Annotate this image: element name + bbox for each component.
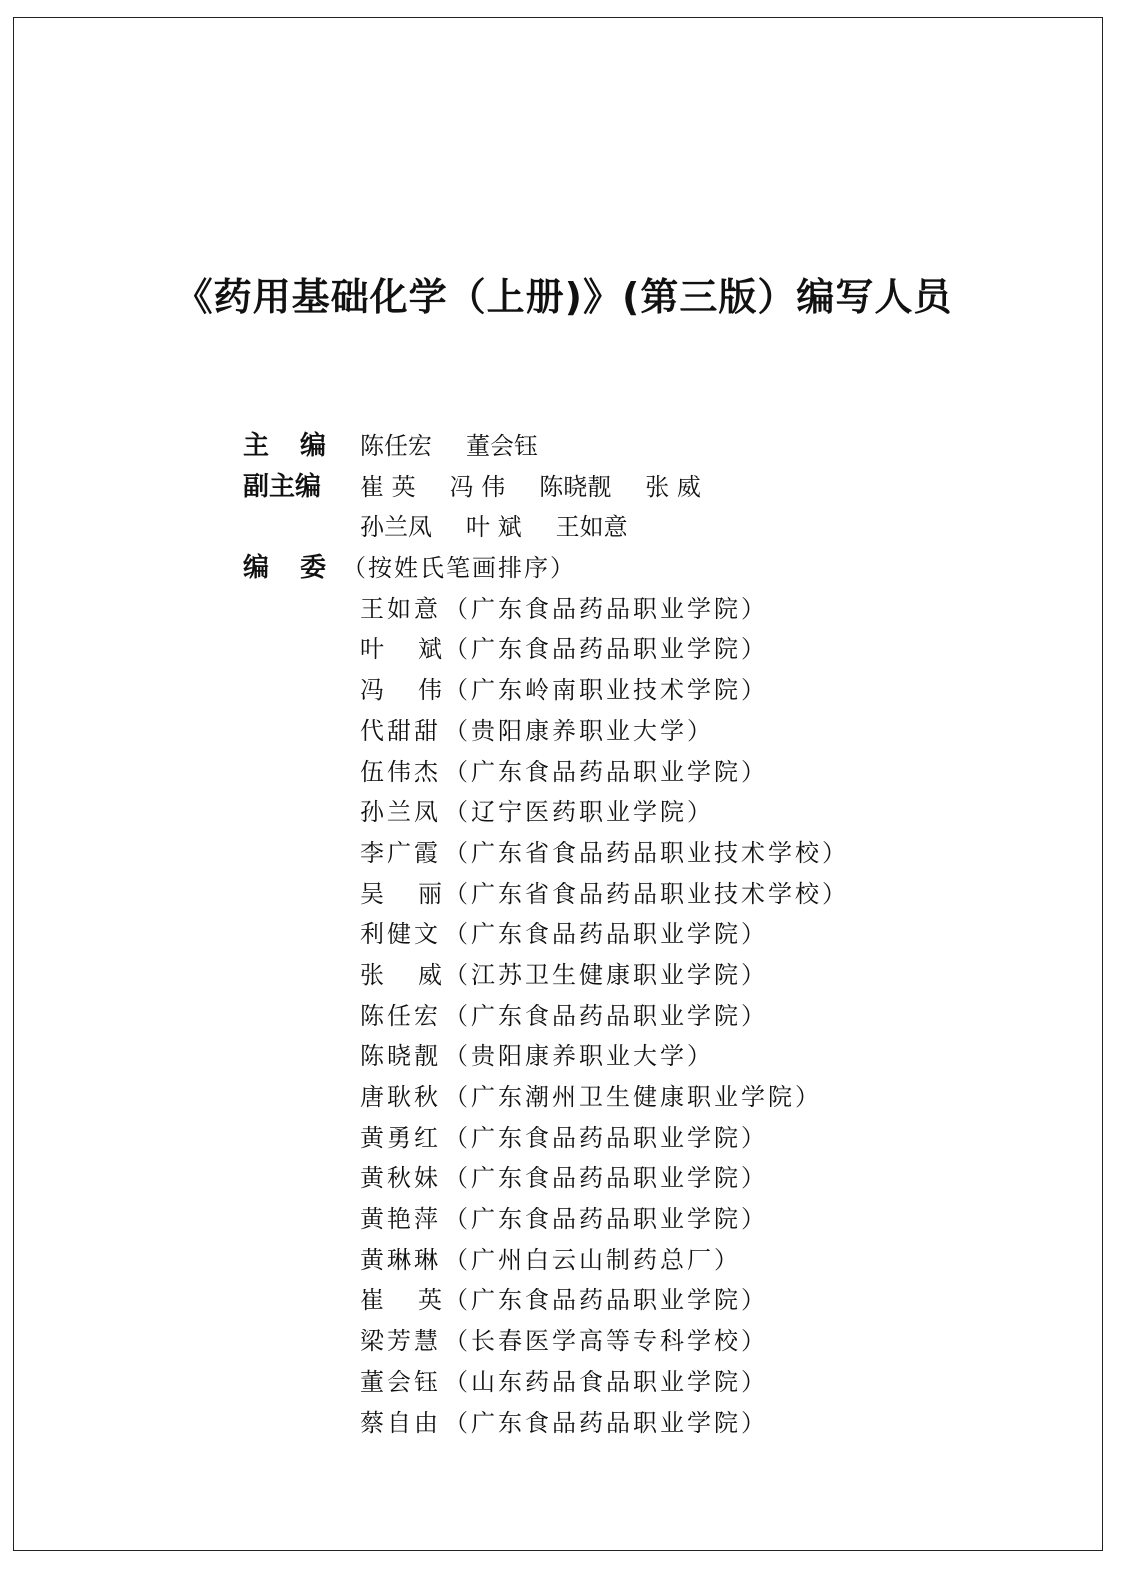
committee-member-name: 黄琳琳 bbox=[360, 1245, 441, 1274]
deputy-editor-name: 陈晓靓 bbox=[539, 472, 612, 501]
committee-member bbox=[243, 914, 849, 955]
committee-member-name: 代甜甜 bbox=[360, 716, 441, 745]
committee-member-org: （广东食品药品职业学院） bbox=[444, 757, 768, 786]
committee-member bbox=[243, 874, 849, 915]
committee-member-org: （长春医学高等专科学校） bbox=[444, 1327, 768, 1356]
committee-member-name: 吴丽 bbox=[360, 879, 476, 908]
committee-member-org: （贵阳康养职业大学） bbox=[444, 1042, 714, 1071]
chief-editor-label: 主编 bbox=[243, 431, 358, 461]
chief-editor-name: 陈任宏 bbox=[360, 432, 432, 460]
deputy-editor-name: 张 威 bbox=[645, 472, 701, 501]
committee-member bbox=[243, 752, 849, 793]
committee-member-name: 黄勇红 bbox=[360, 1123, 441, 1152]
committee-member-org: （广东食品药品职业学院） bbox=[444, 1205, 768, 1234]
committee-member-org: （广东食品药品职业学院） bbox=[444, 1164, 768, 1193]
committee-member-name: 蔡自由 bbox=[360, 1408, 441, 1437]
committee-member-org: （广东食品药品职业学院） bbox=[444, 920, 768, 949]
deputy-editor-names bbox=[360, 467, 735, 508]
committee-member-name: 利健文 bbox=[360, 920, 441, 949]
committee-member-name: 陈任宏 bbox=[360, 1001, 441, 1030]
committee-member-org: （贵阳康养职业大学） bbox=[444, 716, 714, 745]
deputy-editor-row-2 bbox=[243, 507, 849, 548]
committee-member bbox=[243, 1240, 849, 1281]
committee-member-org: （广东食品药品职业学院） bbox=[444, 1408, 768, 1437]
committee-member bbox=[243, 1036, 849, 1077]
deputy-editor-name: 孙兰凤 bbox=[360, 513, 432, 542]
chief-editor-names bbox=[360, 426, 572, 467]
deputy-editor-name: 崔 英 bbox=[360, 472, 416, 501]
committee-member bbox=[243, 955, 849, 996]
committee-member bbox=[243, 1280, 849, 1321]
committee-member-name: 黄艳萍 bbox=[360, 1205, 441, 1234]
committee-member bbox=[243, 1199, 849, 1240]
committee-member bbox=[243, 1158, 849, 1199]
committee-header-row bbox=[243, 548, 849, 589]
committee-member-org: （广州白云山制药总厂） bbox=[444, 1245, 741, 1274]
committee-member-name: 黄秋妹 bbox=[360, 1164, 441, 1193]
committee-member-name: 王如意 bbox=[360, 594, 441, 623]
committee-member-name: 陈晓靓 bbox=[360, 1042, 441, 1071]
committee-member bbox=[243, 1403, 849, 1444]
committee-member-name: 崔英 bbox=[360, 1286, 476, 1315]
deputy-editor-row bbox=[243, 467, 849, 508]
committee-member-org: （广东岭南职业技术学院） bbox=[444, 676, 768, 705]
deputy-editor-name: 冯 伟 bbox=[449, 472, 506, 501]
committee-member-name: 李广霞 bbox=[360, 838, 441, 867]
deputy-editor-name: 叶 斌 bbox=[466, 513, 522, 542]
committee-member bbox=[243, 996, 849, 1037]
deputy-editor-names-2 bbox=[360, 507, 662, 548]
committee-member bbox=[243, 670, 849, 711]
committee-member bbox=[243, 629, 849, 670]
chief-editor-row bbox=[243, 426, 849, 467]
committee-member bbox=[243, 792, 849, 833]
deputy-editor-label: 副主编 bbox=[243, 471, 322, 502]
committee-member bbox=[243, 1118, 849, 1159]
committee-sort-note: （按姓氏笔画排序） bbox=[342, 554, 576, 583]
page-title: 《药用基础化学（上册)》(第三版）编写人员 bbox=[174, 275, 953, 319]
committee-member-org: （江苏卫生健康职业学院） bbox=[444, 960, 768, 989]
committee-member-org: （辽宁医药职业学院） bbox=[444, 798, 714, 827]
chief-editor-name: 董会钰 bbox=[466, 432, 538, 460]
committee-member-org: （广东食品药品职业学院） bbox=[444, 1001, 768, 1030]
committee-member-org: （广东食品药品职业学院） bbox=[444, 1123, 768, 1152]
committee-member bbox=[243, 1321, 849, 1362]
committee-member-name: 冯伟 bbox=[360, 676, 476, 705]
committee-member-org: （山东药品食品职业学院） bbox=[444, 1367, 768, 1396]
committee-member-name: 叶斌 bbox=[360, 635, 476, 664]
committee-member bbox=[243, 1077, 849, 1118]
committee-member-org: （广东省食品药品职业技术学校） bbox=[444, 879, 849, 908]
committee-member-name: 唐耿秋 bbox=[360, 1083, 441, 1111]
committee-member-name: 伍伟杰 bbox=[360, 757, 441, 786]
committee-member-name: 董会钰 bbox=[360, 1367, 441, 1396]
committee-member bbox=[243, 1362, 849, 1403]
committee-label: 编委 bbox=[243, 553, 358, 584]
committee-member-org: （广东食品药品职业学院） bbox=[444, 594, 768, 623]
committee-member bbox=[243, 833, 849, 874]
committee-member-name: 孙兰凤 bbox=[360, 798, 441, 827]
committee-list bbox=[243, 589, 849, 1443]
committee-member-org: （广东食品药品职业学院） bbox=[444, 1286, 768, 1315]
committee-member-name: 张威 bbox=[360, 960, 476, 989]
committee-member-org: （广东省食品药品职业技术学校） bbox=[444, 838, 849, 867]
committee-member bbox=[243, 711, 849, 752]
deputy-editor-name: 王如意 bbox=[555, 513, 628, 542]
committee-member-org: （广东潮州卫生健康职业学院） bbox=[444, 1083, 822, 1111]
staff-list bbox=[243, 426, 849, 1443]
committee-member-name: 梁芳慧 bbox=[360, 1327, 441, 1356]
committee-member-org: （广东食品药品职业学院） bbox=[444, 635, 768, 664]
committee-member bbox=[243, 589, 849, 630]
